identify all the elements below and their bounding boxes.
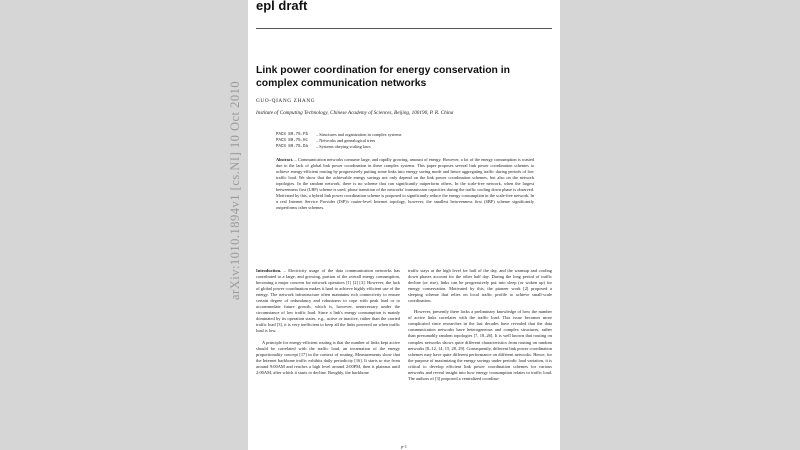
pacs-code: PACS 89.75.Hc: [276, 139, 308, 144]
journal-header: epl draft: [256, 0, 308, 13]
pacs-item: [276, 144, 546, 150]
pacs-description: – Networks and genealogical trees: [316, 138, 376, 144]
pacs-code: PACS 89.75.Da: [276, 145, 308, 150]
pacs-description: – Systems obeying scaling laws: [316, 144, 371, 150]
pacs-description: – Structures and organization in complex systems: [316, 132, 402, 137]
page-number: p-1: [401, 444, 407, 449]
abstract-label: Abstract.: [276, 157, 294, 162]
pacs-code: PACS 89.75.Fb: [276, 133, 308, 137]
paper-author: GUO-QIANG ZHANG: [256, 98, 316, 104]
paper-page: [248, 0, 560, 450]
paragraph-text: However, presently there lacks a preliminary knowledge of how the number of active links correlates with the traffic load. This issue becomes more complicated since researches in the last decades have revealed that the data communication networks have heterogeneous and complex structures, rather than presumably random topologies [7, 18–26]. It is well known that routing on complex networks shows quite different characteristics from routing on random networks [8–12, 14, 15, 28, 29]. Consequently, different link power coordination schemes may have quite different performance on different networks. Hence, for the purpose of maximizing the energy savings under periodic load variation, it is critical to develop efficient link power coordination schemes for various networks and reveal insight into how energy consumption relates to traffic load. The authors of [3] proposed a centralized coordina-: [408, 309, 552, 381]
paper-affiliation: Institute of Computing Technology, Chinese Academy of Sciences, Beijing, 100190, P. R. China: [256, 110, 454, 116]
paper-title: Link power coordination for energy conservation in complex communication networks: [256, 65, 511, 89]
paragraph-text: A principle for energy-efficient routing is that the number of links kept active should be correlated with the traffic load, an incarnation of the energy proportionality concept [17] in the context of routing. Measurements show that the Internet backbone traffic exhibits daily periodicity [16]. It starts to rise from around 9:00AM and reaches a high level around 2:00PM, then it plateaus until 2:00AM, after which it starts to decline. Roughly, the backbone: [256, 339, 400, 375]
abstract: [276, 157, 534, 211]
body-column-left: [256, 268, 400, 381]
paragraph-text: – Electricity usage of the data communication networks has contributed to a large, and growing, portion of the overall energy consumption, becoming a major concern for network operators [1] [2] [3]. However, the lack of global power coordination makes it hard to achieve highly efficient use of the energy. The network infrastructure often maintains rich connectivity to ensure certain degree of redundancy and robustness to cope with peak load or to accommodate future growth, which is, however, unnecessary under the circumstance of low traffic load. Since a link's energy consumption is mainly dominated by its operation states, e.g., active or inactive, rather than the carried traffic load [3], it is very inefficient to keep all the links powered on when traffic load is low.: [256, 268, 400, 334]
abstract-text: – Communication networks consume large, and rapidly growing, amount of energy. However, a lot of the energy consumption is wasted due to the lack of global link power coordination in these complex systems. This paper proposes several link power coordination schemes to achieve energy-efficient routing by progressively putting some links into energy saving mode and hence aggregating traffic during periods of low traffic load. We show that the achievable energy savings not only depend on the link power coordination schemes, but also on the network topologies. In the random network, there is no scheme that can significantly outperform others. In the scale-free network, when the largest betweenness first (LBF) scheme is used, phase transition of the networks' transmission capacities during the traffic cooling down phase is observed. Motivated by this, a hybrid link power coordination scheme is proposed to significantly reduce the energy consumption in the scale-free network. In a real Internet Service Provider (ISP)'s router-level Internet topology, however, the smallest betweenness first (SBF) scheme significantly outperforms other schemes.: [276, 157, 534, 211]
header-rule: [256, 28, 552, 29]
paragraph: [408, 309, 552, 382]
paragraph: [256, 340, 400, 376]
paragraph: [256, 268, 400, 335]
body-column-right: [408, 268, 552, 387]
pacs-list: [276, 132, 546, 151]
paragraph-text: traffic stays at the high level for half of the day, and the warmup and cooling down phases account for the other half day. During the long period of traffic decline (or rise), links can be progressively put into sleep (or woken up) for energy conservation. Motivated by this, the pioneer work [2] proposed a sleeping scheme that relies on local traffic profile to achieve small-scale coordination.: [408, 268, 552, 304]
arxiv-identifier: arXiv:1010.1894v1 [cs.NI] 10 Oct 2010: [228, 80, 242, 300]
section-heading: Introduction.: [256, 268, 282, 273]
paragraph: [408, 268, 552, 304]
